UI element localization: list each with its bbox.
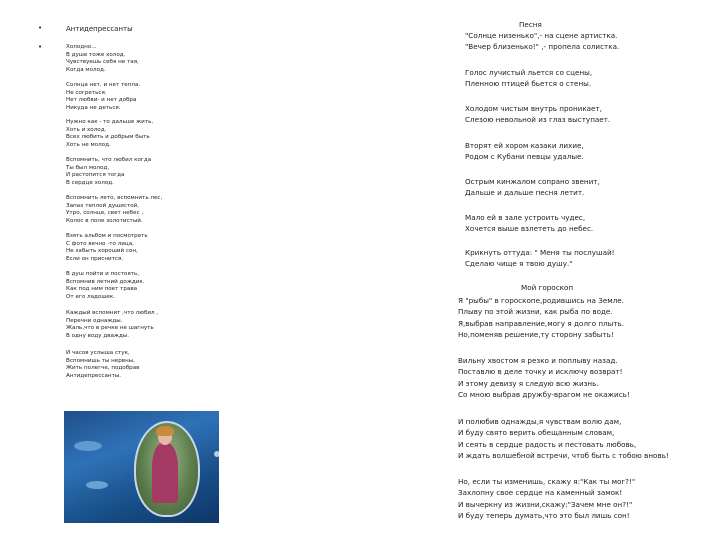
song-stanza-1 [465,31,619,52]
poem-line: В душ пойти и постоять, [66,271,140,277]
poem-line: Всех любить и добрым быть [66,134,150,141]
song-line: Хочется выше взлететь до небес. [465,223,594,233]
poem-stanza-8 [66,310,216,340]
song-line: Сделаю чище я твою душу." [465,258,573,268]
horoscope-stanza-2 [458,355,630,401]
fish-shape [86,481,108,489]
horoscope-stanza-4 [458,476,635,522]
horoscope-line: Захлопну свое сердце на каменный замок! [458,488,623,498]
song-stanza-5 [465,177,600,198]
bullet-1: • [38,24,43,32]
poem-line: С фото вечно -то лица, [66,240,134,247]
poem-line: И часов услыша стук, [66,350,130,356]
person-figure [152,443,178,503]
poem-line: Перечни однажды. [66,317,123,324]
horoscope-stanza-1 [458,295,624,341]
song-stanza-3 [465,104,610,125]
poem-line: Хоть и холод. [66,126,107,133]
horoscope-line: Со мною выбрав дружбу-врагом не окажись! [458,390,630,400]
horoscope-line: И буду теперь думать,что это был лишь сон! [458,511,630,521]
poem-line: Ты был молод, [66,164,110,171]
poem-line: Вспомнишь ты нервны, [66,357,135,364]
horoscope-title: Мой гороскоп [521,283,574,292]
song-line: Острым кинжалом сопрано звенит, [465,177,600,186]
song-line: Пленною птицей бьется о стены. [465,78,592,88]
poem-line: Как под ним поет трава [66,286,138,293]
poem-line: В сердце холод. [66,179,114,186]
song-stanza-6 [465,213,593,234]
horoscope-line: Поставлю в деле точку и исключу возврат! [458,367,623,377]
horoscope-line: И этому девизу я следую всю жизнь. [458,378,599,388]
song-title: Песня [519,20,542,29]
bullet-2: • [38,43,43,51]
fish-shape [74,441,102,451]
poem-line: Вспомнить, что любил когда [66,157,152,163]
poem-line: Чувствуешь себя не тая, [66,59,139,66]
song-stanza-7 [465,248,615,269]
horoscope-line: Я,выбрав направление,могу я долго плыть. [458,318,625,328]
poem-line: Если он приснится. [66,255,124,262]
poem-line: Жаль,что в речке не шагнуть [66,325,154,332]
poem-line: Запах теплой душистой, [66,202,140,209]
song-line: Холодом чистым внутрь проникает, [465,104,602,113]
sparkle-icon [214,451,219,457]
poem-line: Колос в поле золотистый. [66,217,143,224]
poem-line: И растопится тогда [66,172,125,179]
horoscope-line: Вильну хвостом я резко и поплыву назад. [458,356,618,365]
poem-stanza-1 [66,44,216,74]
poem-stanza-3 [66,119,216,149]
horoscope-line: И вычеркну из жизни,скажу:"Зачем мне он?!" [458,499,633,509]
poem-line: Нужно как - то дальше жить, [66,119,154,125]
horoscope-line: И полюбив однажды,я чувствам волю дам, [458,417,622,426]
poem-stanza-2 [66,82,216,112]
song-line: Дальше и дальше песня летит. [465,187,585,197]
horoscope-line: Но,поменяв решение,ту сторону забыть! [458,330,614,340]
song-line: "Солнце низенько",- на сцене артистка. [465,31,618,40]
poem-line: Жить полегче, подобрав [66,365,140,372]
portrait-photo [64,411,219,523]
horoscope-line: И ждать волшебной встречи, чтоб быть с тобою вновь! [458,451,669,461]
song-line: Родом с Кубани певцы удалые. [465,151,584,161]
poem-line: Антидепрессанты. [66,372,122,379]
poem-stanza-9 [66,350,216,380]
poem-stanza-5 [66,195,216,225]
item1-title: Антидепрессанты [66,25,133,33]
person-hair [156,426,174,436]
poem-line: Когда молод. [66,66,106,73]
poem-line: В душе тоже холод. [66,51,126,58]
song-line: Слезою невольной из глаз выступает. [465,114,611,124]
horoscope-line: Но, если ты изменишь, скажу я:"Как ты мог?!" [458,477,636,486]
poem-line: Вспомнить лето, вспомнить лес, [66,195,163,201]
song-line: Мало ей в зале устроить чудес, [465,213,586,222]
poem-stanza-7 [66,271,216,301]
horoscope-line: И буду свято верить обещанным словам, [458,428,615,438]
poem-line: Утро, солнце, свет небес , [66,210,144,217]
song-line: Крикнуть оттуда: " Меня ты послушай! [465,248,615,257]
poem-line: От его ладошек. [66,293,116,300]
poem-line: Не забыть хороший сон, [66,248,138,255]
song-stanza-4 [465,141,584,162]
horoscope-line: Я "рыбы" в гороскопе,родившись на Земле. [458,296,624,305]
poem-line: Нет любви- и нет добра [66,97,137,104]
song-line: Вторят ей хором казаки лихие, [465,141,584,150]
poem-stanza-4 [66,157,216,187]
song-line: Голос лучистый льется со сцены, [465,68,593,77]
poem-line: Взять альбом и посмотреть [66,233,148,239]
poem-line: Вспомнив летний дождик. [66,278,145,285]
song-line: "Вечер близенько!" ,- пропела солистка. [465,41,620,51]
poem-line: Каждый вспомнит ,что любил , [66,310,159,316]
poem-line: Холодно... [66,44,97,50]
poem-line: Хоть не молод. [66,141,111,148]
song-stanza-2 [465,68,592,89]
poem-line: Не согреться. [66,89,107,96]
poem-stanza-6 [66,233,216,263]
horoscope-line: И сеять в сердце радость и пестовать любовь, [458,439,637,449]
horoscope-stanza-3 [458,416,669,462]
poem-line: В одну воду дважды. [66,332,130,339]
poem-line: Никуда не деться. [66,104,121,111]
horoscope-line: Плыву по этой жизни, как рыба по воде. [458,307,613,317]
poem-line: Солнца нет, и нет тепла. [66,82,141,88]
